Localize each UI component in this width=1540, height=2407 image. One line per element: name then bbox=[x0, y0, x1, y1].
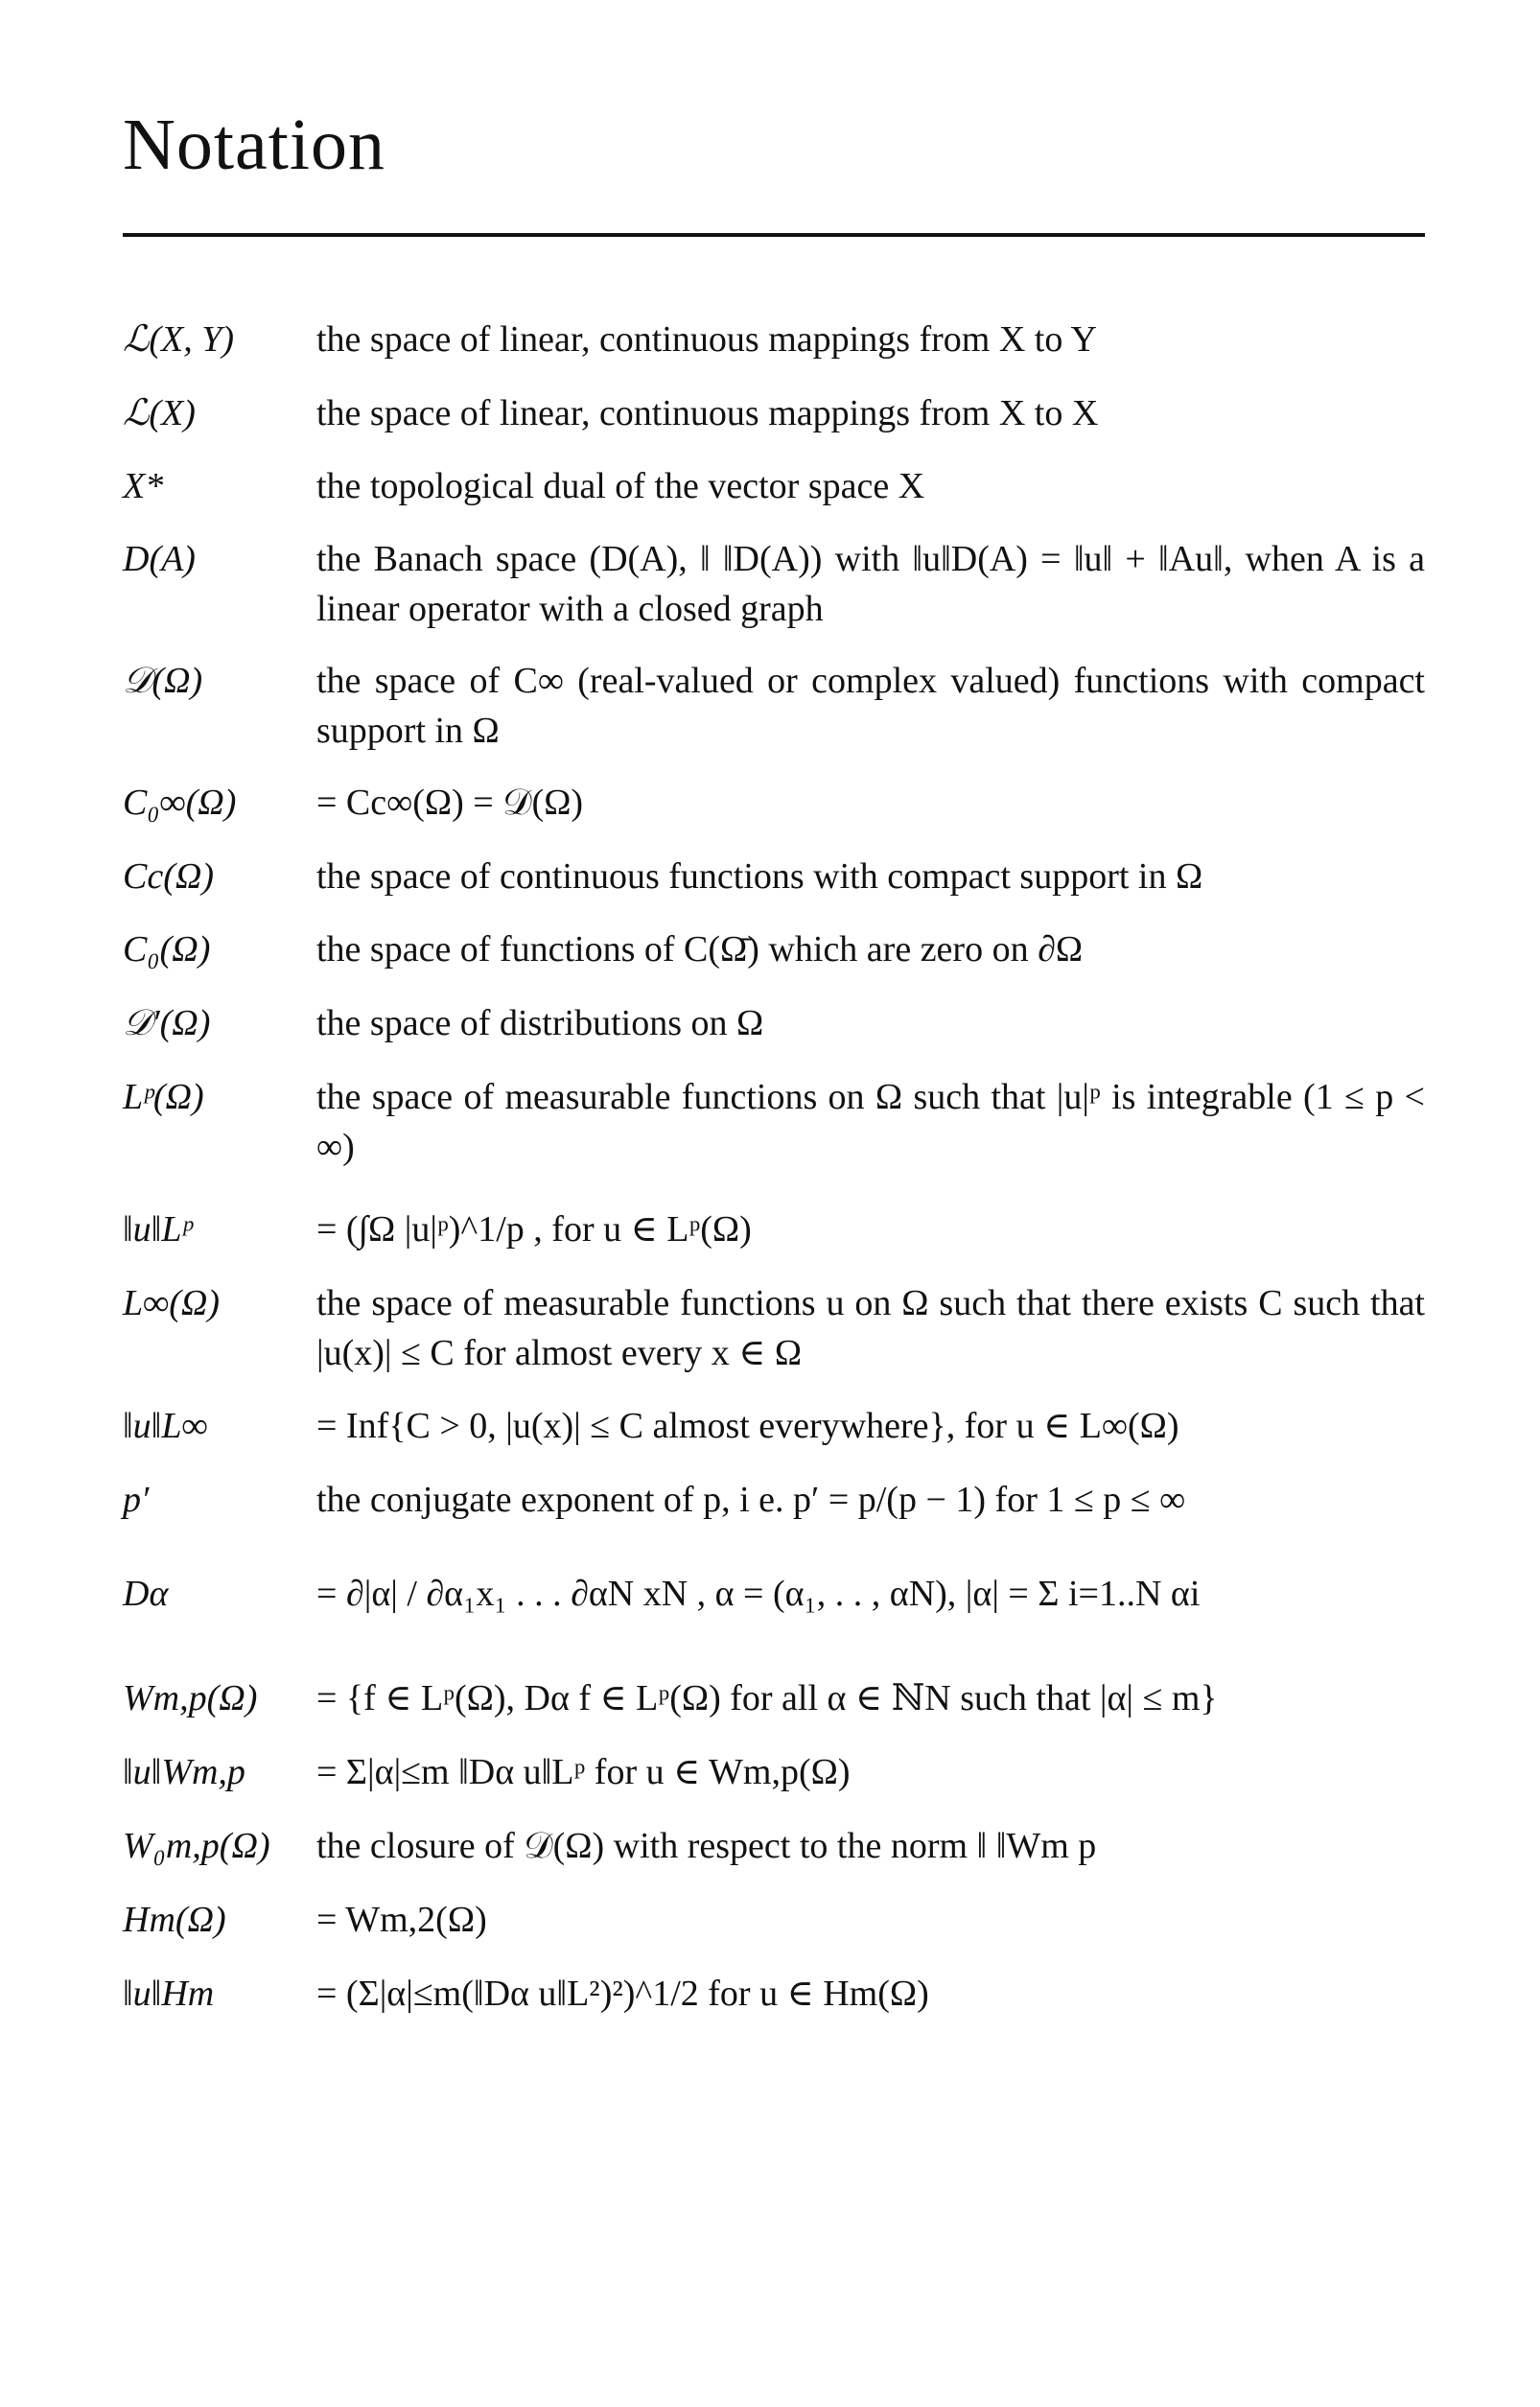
title-rule bbox=[123, 233, 1425, 237]
notation-definition: = Σ|α|≤m ‖Dα u‖Lᵖ for u ∈ Wm,p(Ω) bbox=[316, 1752, 851, 1792]
notation-definition: the conjugate exponent of p, i e. p′ = p/(p − 1) for 1 ≤ p ≤ ∞ bbox=[316, 1480, 1186, 1520]
page-title: Notation bbox=[123, 105, 385, 185]
notation-definition: the space of continuous functions with compact support in Ω bbox=[316, 856, 1203, 897]
notation-definition: = ∂|α| / ∂α₁x₁ . . . ∂αN xN , α = (α₁, . . , αN), |α| = Σ i=1..N αi bbox=[316, 1574, 1201, 1614]
notation-definition: = Cc∞(Ω) = 𝒟(Ω) bbox=[316, 783, 584, 823]
notation-symbol: C₀(Ω) bbox=[123, 929, 211, 970]
notation-symbol: Dα bbox=[123, 1574, 169, 1614]
notation-symbol: Hm(Ω) bbox=[123, 1900, 226, 1940]
notation-definition: the space of distributions on Ω bbox=[316, 1003, 764, 1043]
notation-definition: the space of functions of C(Ω̄) which are zero on ∂Ω bbox=[316, 929, 1084, 970]
notation-symbol: ‖u‖L∞ bbox=[123, 1406, 208, 1446]
notation-definition: the space of measurable functions on Ω such that |u|ᵖ is integrable (1 ≤ p < ∞) bbox=[316, 1077, 1425, 1167]
notation-definition: = (Σ|α|≤m(‖Dα u‖L²)²)^1/2 for u ∈ Hm(Ω) bbox=[316, 1974, 929, 2014]
notation-symbol: 𝒟′(Ω) bbox=[123, 1003, 211, 1043]
notation-definition: the space of measurable functions u on Ω such that there exists C such that |u(x)| ≤ C for almost every x ∈ Ω bbox=[316, 1283, 1425, 1373]
notation-symbol: ‖u‖Wm,p bbox=[123, 1752, 245, 1792]
notation-definition: = {f ∈ Lᵖ(Ω), Dα f ∈ Lᵖ(Ω) for all α ∈ ℕN such that |α| ≤ m} bbox=[316, 1678, 1218, 1718]
notation-definition: the space of linear, continuous mappings from X to X bbox=[316, 393, 1099, 433]
notation-symbol: Cc(Ω) bbox=[123, 856, 214, 897]
notation-definition: the space of linear, continuous mappings from X to Y bbox=[316, 319, 1097, 360]
notation-symbol: C₀∞(Ω) bbox=[123, 783, 237, 823]
notation-symbol: L∞(Ω) bbox=[123, 1283, 221, 1323]
notation-symbol: W₀m,p(Ω) bbox=[123, 1826, 270, 1866]
notation-symbol: p′ bbox=[123, 1480, 150, 1520]
notation-symbol: Lᵖ(Ω) bbox=[123, 1077, 204, 1117]
notation-symbol: ‖u‖Lᵖ bbox=[123, 1209, 193, 1250]
notation-symbol: 𝒟(Ω) bbox=[123, 661, 203, 701]
notation-symbol: ‖u‖Hm bbox=[123, 1974, 215, 2014]
notation-symbol: ℒ(X) bbox=[123, 393, 196, 433]
notation-definition: the closure of 𝒟(Ω) with respect to the norm ‖ ‖Wm p bbox=[316, 1826, 1097, 1866]
notation-definition: = Inf{C > 0, |u(x)| ≤ C almost everywhere}, for u ∈ L∞(Ω) bbox=[316, 1406, 1179, 1446]
notation-symbol: ℒ(X, Y) bbox=[123, 319, 235, 360]
notation-definition: the Banach space (D(A), ‖ ‖D(A)) with ‖u‖D(A) = ‖u‖ + ‖Au‖, when A is a linear operator with a closed graph bbox=[316, 539, 1425, 629]
notation-definition: the topological dual of the vector space X bbox=[316, 466, 925, 506]
notation-symbol: D(A) bbox=[123, 539, 196, 579]
notation-definition: = Wm,2(Ω) bbox=[316, 1900, 487, 1940]
notation-definition: the space of C∞ (real-valued or complex valued) functions with compact support in Ω bbox=[316, 661, 1425, 751]
notation-definition: = (∫Ω |u|ᵖ)^1/p , for u ∈ Lᵖ(Ω) bbox=[316, 1209, 752, 1250]
notation-symbol: X* bbox=[123, 466, 164, 506]
notation-symbol: Wm,p(Ω) bbox=[123, 1678, 258, 1718]
